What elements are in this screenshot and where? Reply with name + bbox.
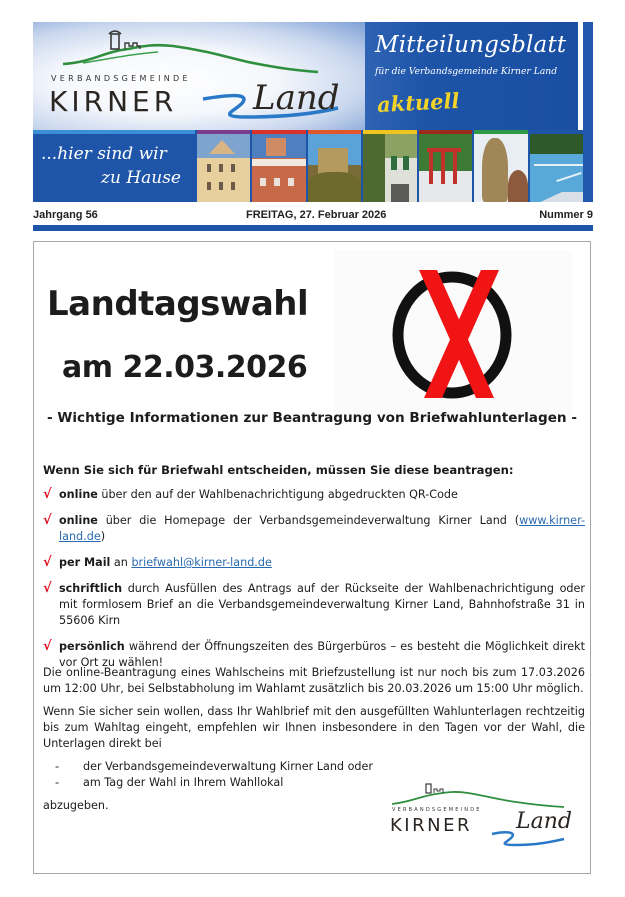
list-item xyxy=(43,759,585,775)
title-panel xyxy=(365,22,578,130)
option-online-qr xyxy=(43,487,585,503)
option-written xyxy=(43,581,585,629)
header-divider xyxy=(33,225,593,231)
intro-text: Wenn Sie sich für Briefwahl entscheiden, müssen Sie diese beantragen: xyxy=(43,463,514,477)
masthead xyxy=(33,22,578,202)
option-text: an xyxy=(110,556,132,569)
election-date: am 22.03.2026 xyxy=(62,350,308,385)
logo-land: Land xyxy=(253,78,340,118)
volume-label: Jahrgang 56 xyxy=(33,209,98,221)
email-link[interactable]: briefwahl@kirner-land.de xyxy=(131,556,272,569)
check-icon: √ xyxy=(43,639,52,654)
kirner-land-logo xyxy=(33,22,365,130)
option-label: online xyxy=(59,488,98,501)
issue-date: FREITAG, 27. Februar 2026 xyxy=(246,209,387,221)
photo-strip xyxy=(195,130,583,202)
check-icon: √ xyxy=(43,513,52,528)
option-label: persönlich xyxy=(59,640,125,653)
application-options-list xyxy=(43,487,585,671)
option-email xyxy=(43,555,585,571)
list-item-text: am Tag der Wahl in Ihrem Wahllokal xyxy=(83,776,284,789)
logo-small-text: VERBANDSGEMEINDE xyxy=(51,74,191,83)
castle-tower-photo xyxy=(308,130,361,202)
old-house-photo xyxy=(363,130,416,202)
return-advice-paragraph: Wenn Sie sicher sein wollen, dass Ihr Wahlbrief mit den ausgefüllten Wahlunterlagen rechtzeitig bis zum Wahltag eingeht, empfehlen wir Ihnen insbesondere in den Tagen vor der Wahl, die Unterlagen direkt bei xyxy=(43,705,585,750)
check-icon: √ xyxy=(43,555,52,570)
logo-small-text: VERBANDSGEMEINDE xyxy=(392,807,482,813)
option-text: über die Homepage der Verbandsgemeindeverwaltung Kirner Land ( xyxy=(97,514,520,527)
palace-photo xyxy=(197,130,250,202)
option-text-after: ) xyxy=(100,530,106,543)
logo-land: Land xyxy=(516,809,572,834)
ballot-cross-icon xyxy=(334,250,572,415)
red-sculpture-photo xyxy=(419,130,472,202)
swimming-pool-photo xyxy=(530,130,583,202)
dash-bullet: - xyxy=(55,776,60,789)
rock-pillar-photo xyxy=(474,130,527,202)
article-box xyxy=(33,241,591,874)
slogan-line-2: zu Hause xyxy=(100,168,181,188)
header-right-stripe xyxy=(583,22,593,202)
publication-title: Mitteilungsblatt xyxy=(375,32,567,58)
article-subheading: - Wichtige Informationen zur Beantragung von Briefwahlunterlagen - xyxy=(47,410,577,426)
article-title: Landtagswahl xyxy=(47,284,309,324)
footer-kirner-land-logo xyxy=(386,782,576,852)
logo-kirner: KIRNER xyxy=(49,85,178,118)
logo-kirner: KIRNER xyxy=(390,815,472,836)
option-label: schriftlich xyxy=(59,582,123,595)
option-online-homepage xyxy=(43,513,585,545)
aktuell-badge: aktuell xyxy=(376,87,461,118)
check-icon: √ xyxy=(43,487,52,502)
website-link[interactable]: www.kirner-land.de xyxy=(59,514,585,543)
issue-info-bar xyxy=(33,208,593,224)
slogan-panel xyxy=(33,130,195,202)
option-text: während der Öffnungszeiten des Bürgerbüros – es besteht die Möglichkeit direkt vor Ort zu wählen! xyxy=(59,640,585,669)
option-label: online xyxy=(59,514,98,527)
slogan-line-1: ...hier sind wir xyxy=(41,144,167,164)
option-text: durch Ausfüllen des Antrags auf der Rückseite der Wahlbenachrichtigung oder mit formlosem Brief an die Verbandsgemeindeverwaltung Kirner Land, Bahnhofstraße 31 in 55606 Kirn xyxy=(59,582,585,627)
closing-text: abzugeben. xyxy=(43,799,109,812)
deadline-paragraph: Die online-Beantragung eines Wahlscheins mit Briefzustellung ist nur noch bis zum 17.03.2026 um 12:00 Uhr, bei Selbstabholung im Wahlamt zusätzlich bis 20.03.2026 um 15:00 Uhr möglich. xyxy=(43,666,585,695)
check-icon: √ xyxy=(43,581,52,596)
option-text: über den auf der Wahlbenachrichtigung abgedruckten QR-Code xyxy=(97,488,458,501)
issue-number: Nummer 9 xyxy=(539,209,593,221)
option-label: per Mail xyxy=(59,556,111,569)
list-item-text: der Verbandsgemeindeverwaltung Kirner Land oder xyxy=(83,760,374,773)
town-hall-photo xyxy=(252,130,305,202)
publication-subtitle: für die Verbandsgemeinde Kirner Land xyxy=(375,66,558,77)
dash-bullet: - xyxy=(55,760,60,773)
